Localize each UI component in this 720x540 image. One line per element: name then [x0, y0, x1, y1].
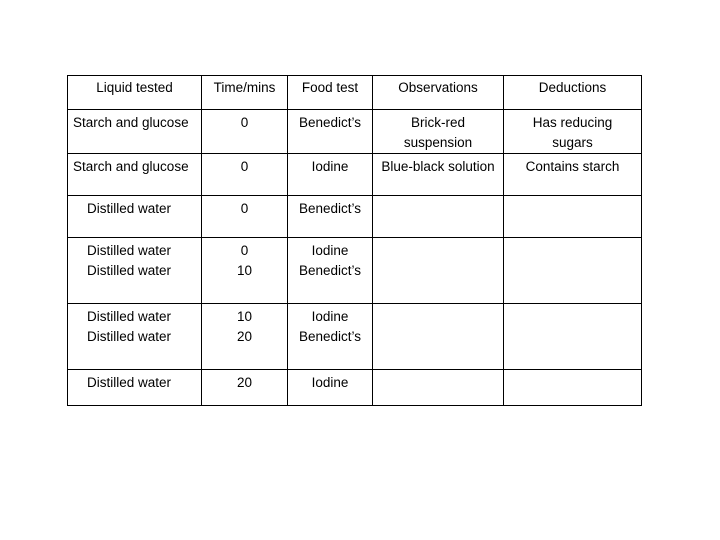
results-table: [67, 75, 642, 406]
table-row: [68, 238, 642, 304]
cell-line: suspension: [403, 135, 473, 150]
cell-line: Starch and glucose: [73, 159, 189, 174]
cell-line: 0: [240, 243, 249, 258]
cell-line: 10: [236, 263, 253, 278]
table-row: [68, 110, 642, 154]
cell-liquid-tested: [68, 154, 202, 196]
cell-line: Brick-red: [410, 115, 465, 130]
header-food-test: Food test: [288, 76, 373, 110]
cell-line: Iodine: [311, 159, 349, 174]
cell-liquid-tested: [68, 370, 202, 406]
cell-time: [202, 196, 288, 238]
cell-observation: [373, 196, 504, 238]
cell-line: sugars: [552, 135, 593, 150]
cell-observation: [373, 154, 504, 196]
cell-line: Benedict’s: [298, 263, 362, 278]
cell-line: Distilled water: [87, 263, 172, 278]
cell-deduction: [504, 238, 642, 304]
cell-line: Distilled water: [87, 329, 172, 344]
table-row: [68, 154, 642, 196]
cell-deduction: [504, 154, 642, 196]
cell-line: Has reducing: [532, 115, 613, 130]
cell-line: 0: [240, 201, 249, 216]
cell-line: Iodine: [311, 309, 349, 324]
cell-time: [202, 238, 288, 304]
cell-line: Benedict’s: [298, 329, 362, 344]
cell-time: [202, 154, 288, 196]
cell-food-test: [288, 110, 373, 154]
cell-line: 20: [236, 375, 253, 390]
cell-line: 20: [236, 329, 253, 344]
cell-observation: [373, 370, 504, 406]
header-deductions: Deductions: [504, 76, 642, 110]
cell-line: Distilled water: [87, 201, 172, 216]
table-row: [68, 304, 642, 370]
cell-line: Distilled water: [87, 375, 172, 390]
cell-line: Distilled water: [87, 309, 172, 324]
cell-liquid-tested: [68, 196, 202, 238]
header-liquid-tested: Liquid tested: [68, 76, 202, 110]
table-row: [68, 370, 642, 406]
cell-line: Contains starch: [525, 159, 620, 174]
cell-food-test: [288, 238, 373, 304]
cell-observation: [373, 304, 504, 370]
cell-liquid-tested: [68, 110, 202, 154]
cell-food-test: [288, 196, 373, 238]
cell-line: 10: [236, 309, 253, 324]
cell-line: Iodine: [311, 243, 349, 258]
cell-line: Blue-black solution: [381, 159, 495, 174]
cell-line: Benedict’s: [298, 201, 362, 216]
cell-time: [202, 110, 288, 154]
cell-line: 0: [240, 115, 249, 130]
cell-deduction: [504, 110, 642, 154]
cell-line: Benedict’s: [298, 115, 362, 130]
cell-deduction: [504, 304, 642, 370]
cell-line: 0: [240, 159, 249, 174]
cell-time: [202, 304, 288, 370]
cell-food-test: [288, 154, 373, 196]
table-header-row: [68, 76, 642, 110]
cell-food-test: [288, 304, 373, 370]
table-row: [68, 196, 642, 238]
cell-line: Distilled water: [87, 243, 172, 258]
cell-observation: [373, 110, 504, 154]
header-observations: Observations: [373, 76, 504, 110]
cell-line: Iodine: [311, 375, 349, 390]
header-time-mins: Time/mins: [202, 76, 288, 110]
cell-liquid-tested: [68, 238, 202, 304]
cell-liquid-tested: [68, 304, 202, 370]
cell-time: [202, 370, 288, 406]
cell-observation: [373, 238, 504, 304]
cell-deduction: [504, 370, 642, 406]
cell-deduction: [504, 196, 642, 238]
cell-food-test: [288, 370, 373, 406]
cell-line: Starch and glucose: [73, 115, 189, 130]
